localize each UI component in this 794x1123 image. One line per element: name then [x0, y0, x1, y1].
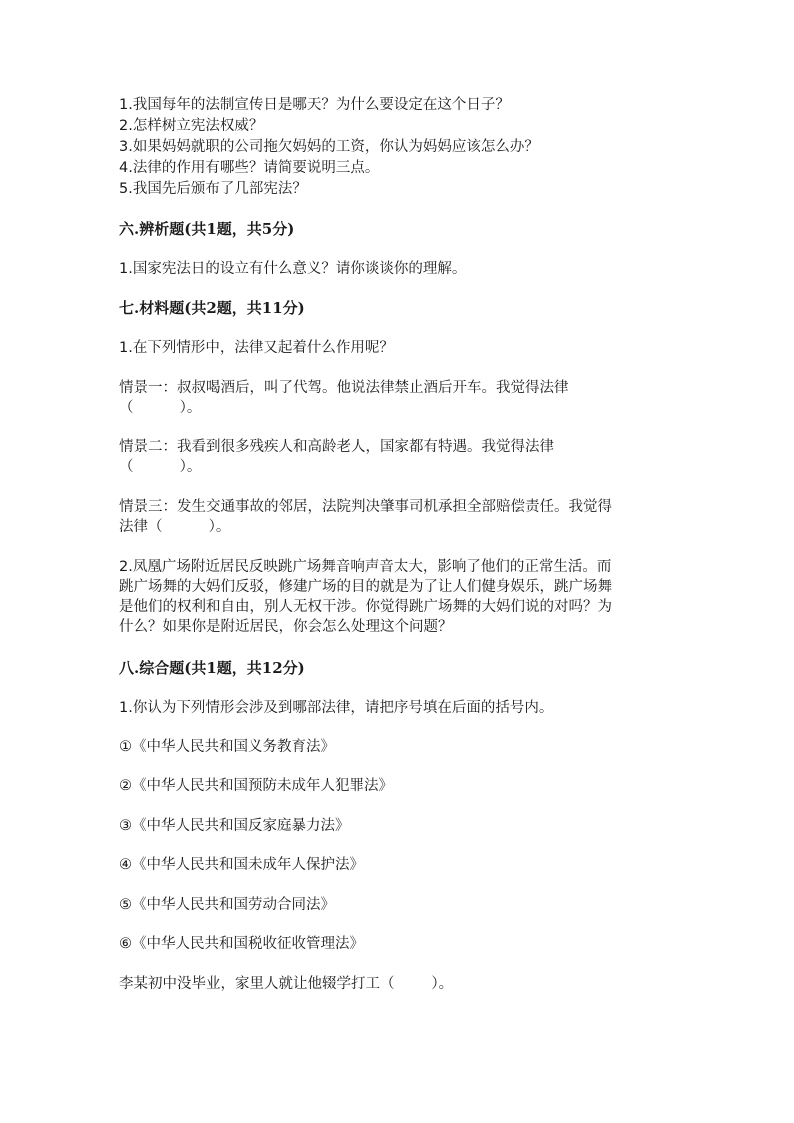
section-7-heading: 七.材料题(共2题，共11分): [119, 299, 305, 317]
section-6-question-1: 1.国家宪法日的设立有什么意义？请你谈谈你的理解。: [119, 261, 467, 277]
question-3: 3.如果妈妈就职的公司拖欠妈妈的工资，你认为妈妈应该怎么办？: [119, 139, 539, 155]
case-1: 李某初中没毕业，家里人就让他辍学打工（ ）。: [119, 976, 454, 992]
question-5: 5.我国先后颁布了几部宪法？: [119, 181, 307, 197]
law-item-3: ③《中华人民共和国反家庭暴力法》: [119, 818, 350, 834]
question-1: 1.我国每年的法制宣传日是哪天？为什么要设定在这个日子？: [119, 97, 510, 113]
question-2: 2.怎样树立宪法权威？: [119, 118, 264, 134]
scenario-2: 情景二：我看到很多残疾人和高龄老人，国家都有特遇。我觉得法律 （ ）。: [119, 439, 554, 475]
section-7-question-2: 2.凤凰广场附近居民反映跳广场舞音响声音太大，影响了他们的正常生活。而 跳广场舞的大妈们反驳，修建广场的目的就是为了让人们健身娱乐，跳广场舞 是他们的权利和自由，别人无权干涉。你觉得跳广场舞的大妈们说的对吗？为 什么？如果你是附近居民，你会怎么处理这个问题？: [119, 559, 612, 635]
section-7-question-1: 1.在下列情形中，法律又起着什么作用呢？: [119, 340, 394, 356]
scenario-3: 情景三：发生交通事故的邻居，法院判决肇事司机承担全部赔偿责任。我觉得 法律（ ）。: [119, 499, 612, 535]
law-item-2: ②《中华人民共和国预防未成年人犯罪法》: [119, 778, 393, 794]
law-item-4: ④《中华人民共和国未成年人保护法》: [119, 857, 364, 873]
section-8-question-1: 1.你认为下列情形会涉及到哪部法律，请把序号填在后面的括号内。: [119, 700, 554, 716]
law-item-5: ⑤《中华人民共和国劳动合同法》: [119, 897, 335, 913]
section-8-heading: 八.综合题(共1题，共12分): [119, 659, 305, 677]
law-item-1: ①《中华人民共和国义务教育法》: [119, 739, 335, 755]
law-item-6: ⑥《中华人民共和国税收征收管理法》: [119, 936, 364, 952]
question-4: 4.法律的作用有哪些？请简要说明三点。: [119, 160, 380, 176]
scenario-1: 情景一：叔叔喝酒后，叫了代驾。他说法律禁止酒后开车。我觉得法律 （ ）。: [119, 380, 569, 416]
section-6-heading: 六.辨析题(共1题，共5分): [119, 220, 295, 238]
